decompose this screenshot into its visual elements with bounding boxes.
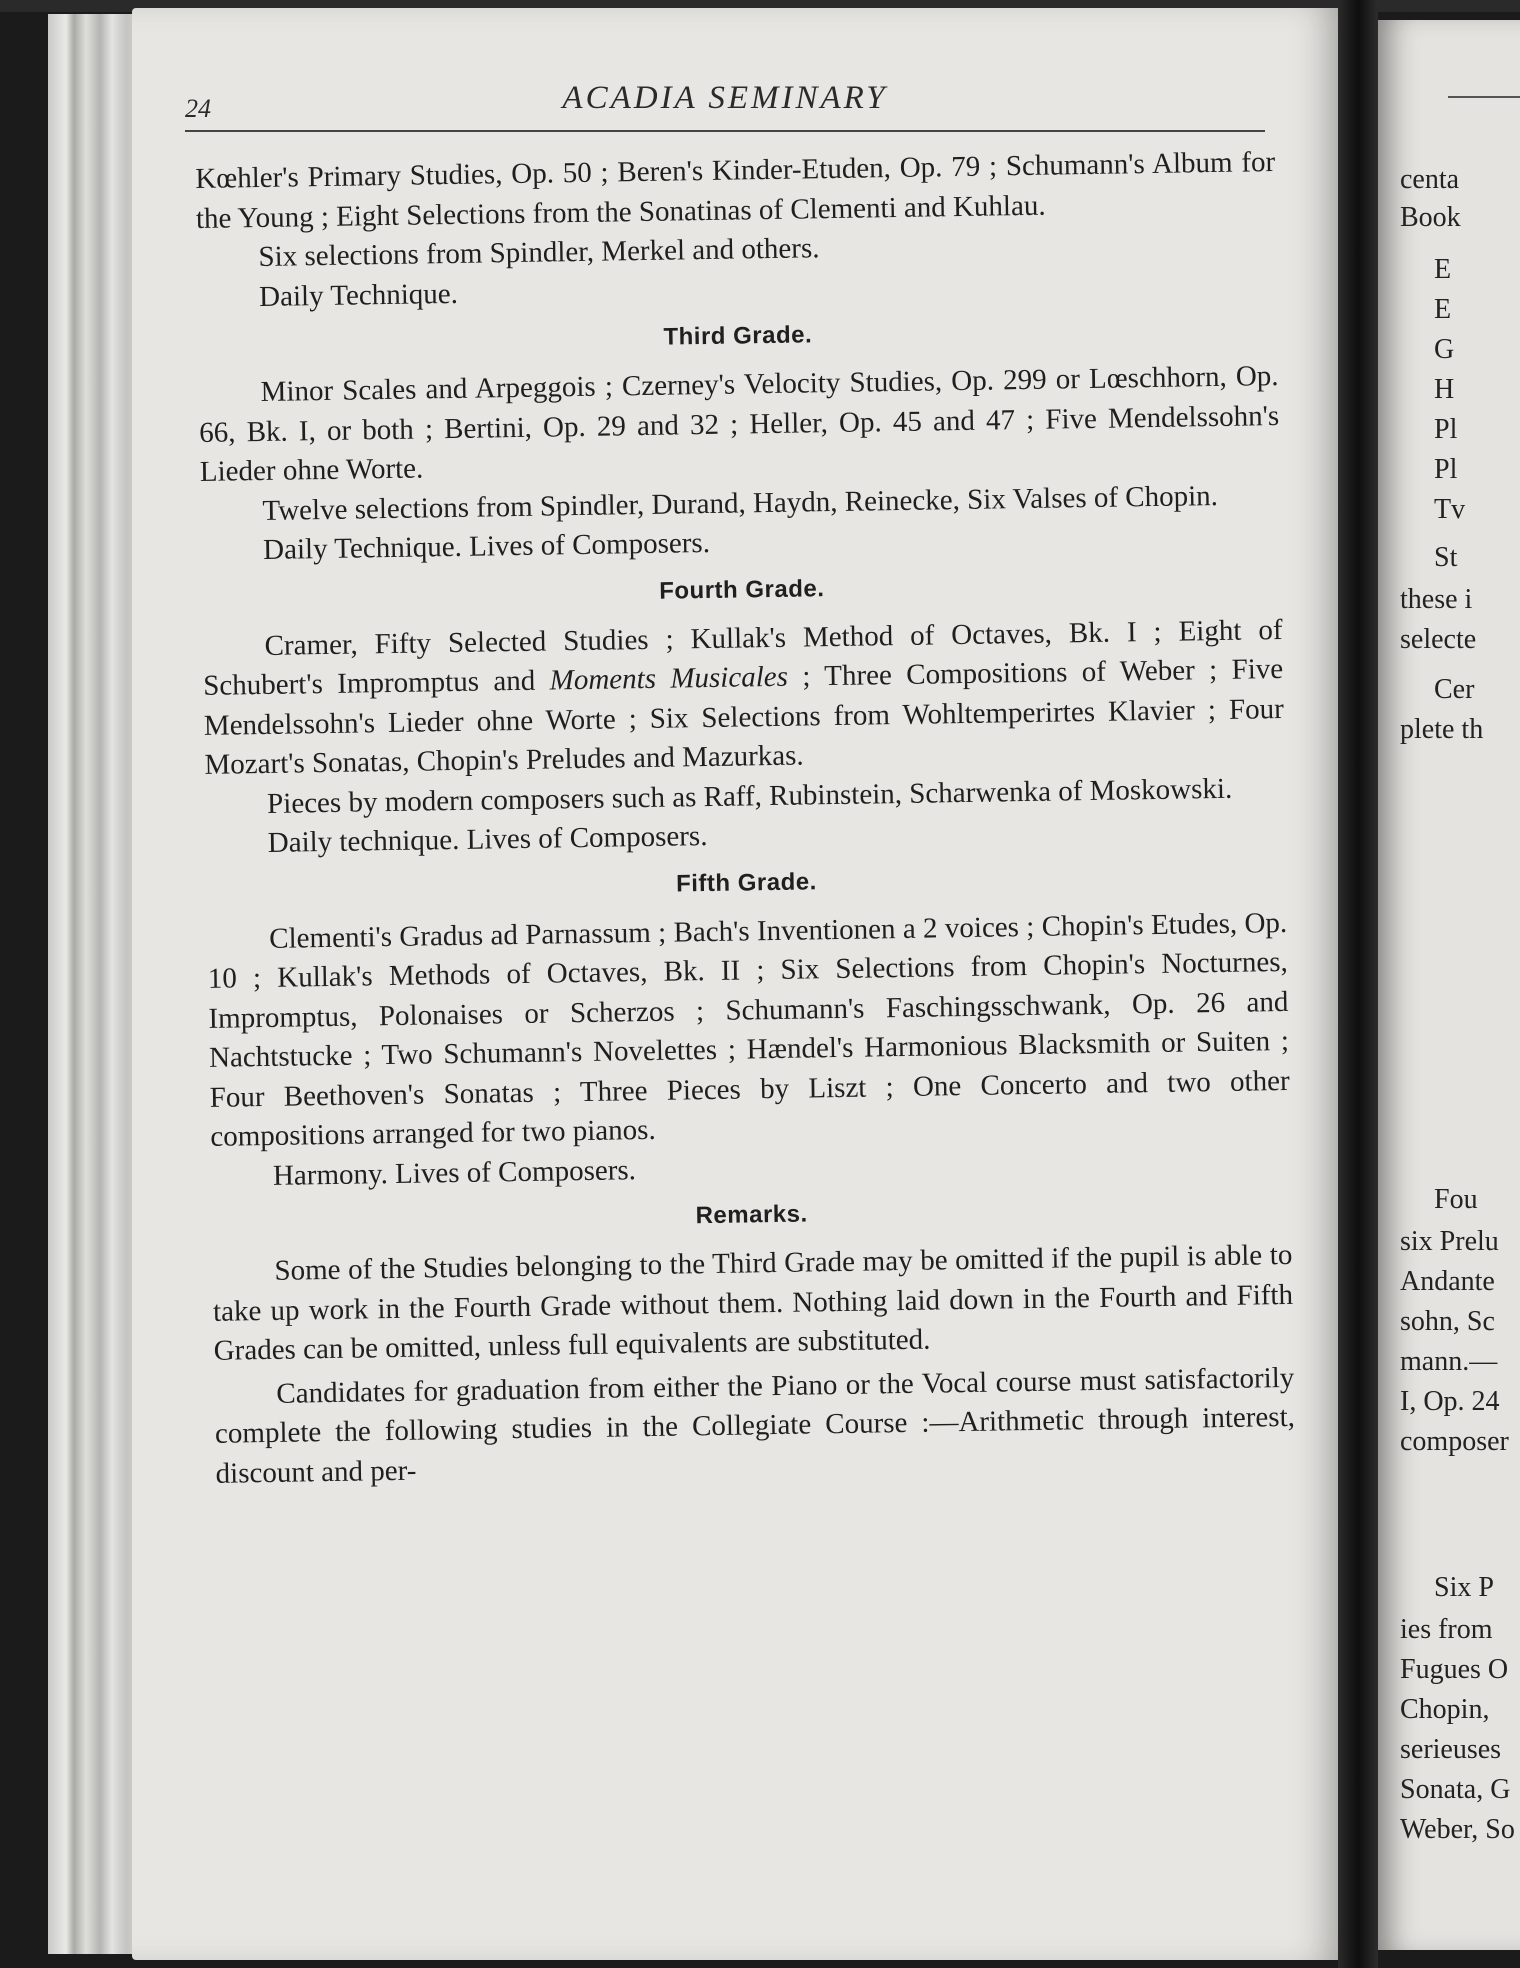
- page-header: [185, 70, 1265, 132]
- facing-page-line: six Prelu: [1400, 1226, 1499, 1257]
- facing-page-line: E: [1434, 254, 1452, 285]
- intro-paragraph-2: Six selections from Spindler, Merkel and others.: [258, 232, 820, 274]
- fifth-grade-paragraph-1: Clementi's Gradus ad Parnassum ; Bach's Inventionen a 2 voices ; Chopin's Etudes, Op. 10 ; Kullak's Methods of Octaves, Bk. II ; Six Selections from Chopin's Nocturnes, Impromptus, Polonaises or Scherzos ; Schumann's Faschingsschwank, Op. 26 and Nachtstucke ; Two Schumann's Novelettes ; Hændel's Harmonious Blacksmith or Suiten ; Four Beethoven's Sonatas ; Three Pieces by Liszt ; One Concerto and two other compositions arranged for two pianos.: [207, 906, 1290, 1153]
- fourth-grade-paragraph-3: Daily technique. Lives of Composers.: [267, 820, 708, 859]
- facing-page-line: Pl: [1434, 454, 1458, 485]
- facing-page-line: ies from: [1400, 1614, 1493, 1645]
- facing-page-line: Cer: [1434, 674, 1475, 705]
- facing-page-line: mann.—: [1400, 1346, 1498, 1377]
- facing-page-line: G: [1434, 334, 1455, 365]
- fourth-grade-paragraph-2: Pieces by modern composers such as Raff, Rubinstein, Scharwenka of Moskowski.: [266, 772, 1233, 820]
- third-grade-paragraph-2: Twelve selections from Spindler, Durand, Haydn, Reinecke, Six Valses of Chopin.: [262, 479, 1219, 527]
- remarks-paragraph-1: Some of the Studies belonging to the Third Grade may be omitted if the pupil is able to take up work in the Fourth Grade without them. Nothing laid down in the Fourth and Fifth Grades can be omitted, unless full equivalents are substituted.: [212, 1238, 1294, 1367]
- facing-page-line: Book: [1400, 202, 1461, 233]
- facing-page-line: Fugues O: [1400, 1654, 1509, 1685]
- facing-page-line: plete th: [1400, 714, 1484, 745]
- fifth-grade-heading: Fifth Grade.: [675, 867, 817, 898]
- facing-page-line: E: [1434, 294, 1452, 325]
- fourth-grade-italic-title: Moments Musicales: [549, 660, 789, 697]
- facing-page-line: centa: [1400, 164, 1460, 195]
- fourth-grade-text-b: ; Three Compositions of Weber ; Five Mendelssohn's Lieder ohne Worte ; Six Selections from Wohltemperirtes Klavier ; Four Mozart's Sonatas, Chopin's Preludes and Mazurkas.: [203, 652, 1285, 781]
- remarks-heading: Remarks.: [695, 1200, 808, 1230]
- facing-page-line: St: [1434, 542, 1458, 573]
- facing-page-line: Sonata, G: [1400, 1774, 1511, 1805]
- facing-page-line: selecte: [1400, 624, 1477, 655]
- facing-page-line: these i: [1400, 584, 1473, 615]
- facing-page: [1378, 20, 1520, 1950]
- facing-page-line: H: [1434, 374, 1455, 405]
- intro-paragraph-1: Kœhler's Primary Studies, Op. 50 ; Beren's Kinder-Etuden, Op. 79 ; Schumann's Album for the Young ; Eight Selections from the Sonatinas of Clementi and Kuhlau.: [195, 146, 1276, 235]
- facing-page-line: Pl: [1434, 414, 1458, 445]
- facing-page-line: composer: [1400, 1426, 1509, 1457]
- facing-page-line: serieuses: [1400, 1734, 1502, 1765]
- facing-page-header-rule: [1448, 96, 1520, 98]
- facing-page-line: Andante: [1400, 1266, 1495, 1297]
- facing-page-line: Chopin,: [1400, 1694, 1490, 1725]
- facing-page-line: sohn, Sc: [1400, 1306, 1495, 1337]
- page-number: 24: [185, 94, 211, 123]
- facing-page-line: Six P: [1434, 1572, 1494, 1603]
- fifth-grade-paragraph-2: Harmony. Lives of Composers.: [272, 1153, 637, 1192]
- third-grade-heading: Third Grade.: [663, 321, 813, 351]
- fourth-grade-heading: Fourth Grade.: [659, 574, 825, 605]
- page-body: [195, 143, 1296, 1494]
- facing-page-line: Tv: [1434, 494, 1466, 525]
- third-grade-paragraph-1: Minor Scales and Arpeggois ; Czerney's Velocity Studies, Op. 299 or Lœschhorn, Op. 66, Bk. I, or both ; Bertini, Op. 29 and 32 ; Heller, Op. 45 and 47 ; Five Mendelssohn's Lieder ohne Worte.: [199, 360, 1280, 488]
- intro-paragraph-3: Daily Technique.: [258, 277, 459, 313]
- fourth-grade-paragraph-1: [202, 610, 1284, 785]
- remarks-paragraph-2: Candidates for graduation from either the Piano or the Vocal course must satisfactorily complete the following studies in the Collegiate Course :—Arithmetic through interest, discount and per-: [214, 1361, 1296, 1490]
- fourth-grade-text-a: Cramer, Fifty Selected Studies ; Kullak's Method of Octaves, Bk. I ; Eight of Schubert's Impromptus and: [203, 613, 1283, 702]
- facing-page-line: I, Op. 24: [1400, 1386, 1500, 1417]
- facing-page-line: Fou: [1434, 1184, 1478, 1215]
- third-grade-paragraph-3: Daily Technique. Lives of Composers.: [262, 526, 711, 566]
- book-gutter: [1338, 0, 1378, 1968]
- facing-page-line: Weber, So: [1400, 1814, 1515, 1845]
- running-title: ACADIA SEMINARY: [562, 80, 888, 116]
